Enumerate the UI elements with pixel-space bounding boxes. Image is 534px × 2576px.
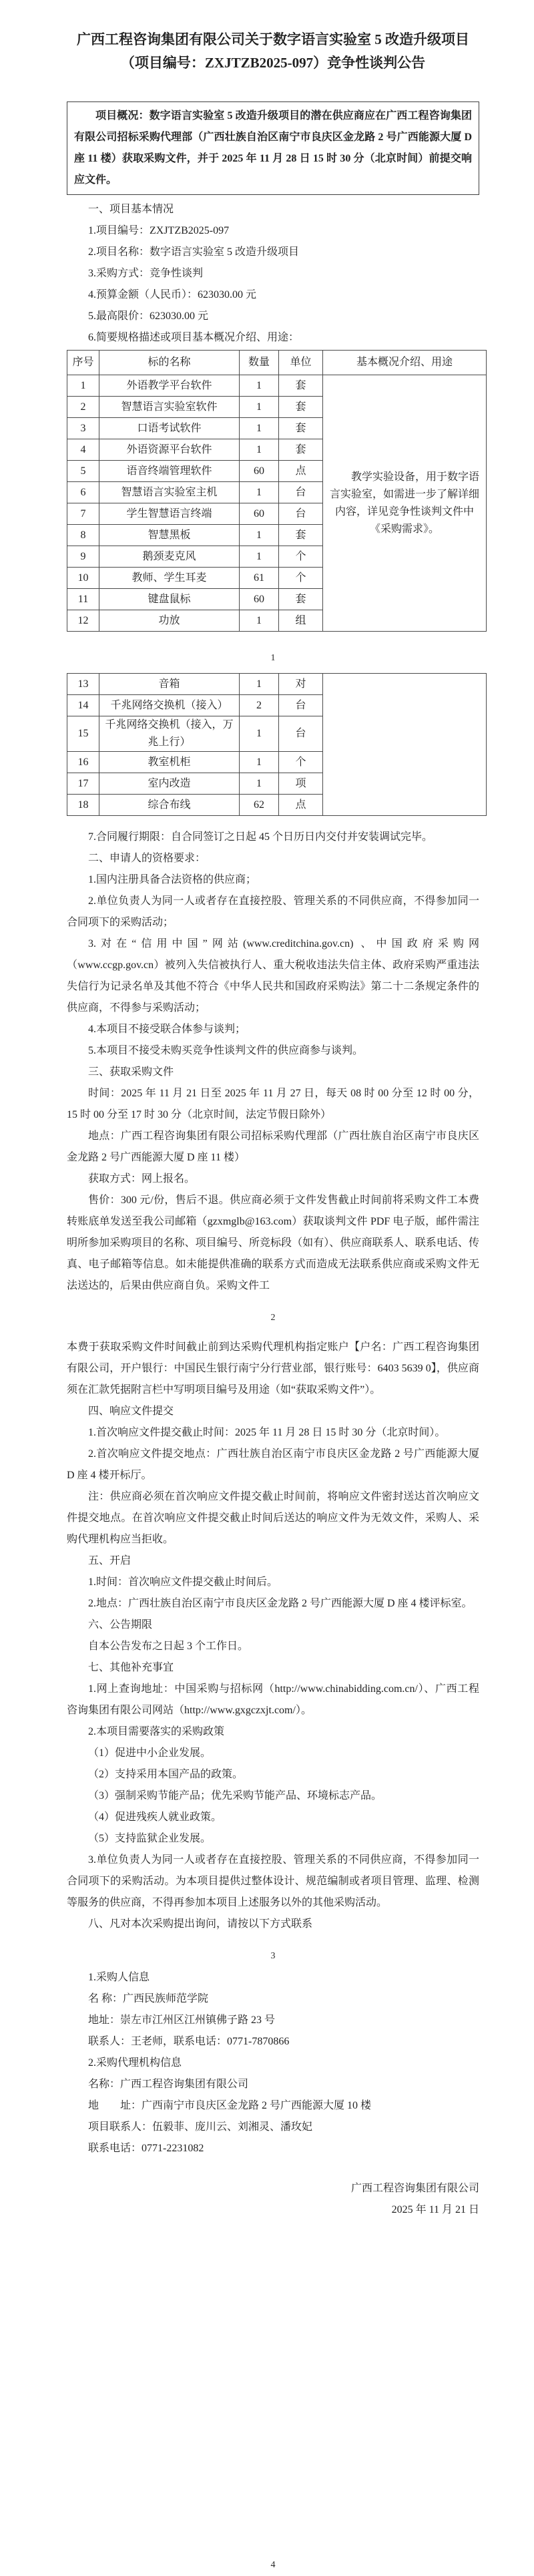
table-row: [67, 674, 487, 695]
procurement-method: 3.采购方式：竞争性谈判: [88, 268, 204, 279]
project-name: 2.项目名称：数字语言实验室 5 改造升级项目: [88, 246, 300, 258]
budget-amount: 4.预算金额（人民币）：623030.00 元: [88, 289, 257, 300]
cell-unit: 套: [279, 418, 323, 439]
doc-obtain-method: 获取方式：网上报名。: [88, 1173, 196, 1185]
goods-table-part2: [67, 673, 487, 816]
cell-name: 千兆网络交换机（接入）: [99, 695, 240, 716]
cell-unit: 套: [279, 589, 323, 610]
cell-no: 7: [67, 503, 99, 525]
cell-unit: 点: [279, 461, 323, 482]
cell-no: 9: [67, 546, 99, 568]
col-header-qty: 数量: [240, 351, 279, 375]
cell-qty: 1: [240, 439, 279, 461]
agency-info-heading: 2.采购代理机构信息: [88, 2057, 182, 2069]
policy-3: （3）强制采购节能产品；优先采购节能产品、环境标志产品。: [88, 1790, 382, 1801]
cell-qty: 1: [240, 773, 279, 795]
col-header-no: 序号: [67, 351, 99, 375]
query-websites: 1.网上查询地址：中国采购与招标网（http://www.chinabidding.com.cn/）、广西工程咨询集团有限公司网站（http://www.gxgczxjt.com/）。: [67, 1683, 479, 1716]
cell-no: 2: [67, 397, 99, 418]
cell-no: 15: [67, 716, 99, 752]
cell-no: 16: [67, 752, 99, 773]
cell-no: 3: [67, 418, 99, 439]
cell-name: 学生智慧语言终端: [99, 503, 240, 525]
cell-qty: 1: [240, 752, 279, 773]
section-8-heading: 八、凡对本次采购提出询问，请按以下方式联系: [88, 1918, 313, 1930]
doc-price: 售价：300 元/份，售后不退。供应商必须于文件发售截止时间前将采购文件工本费转账底单发送至我公司邮箱（gzxmglb@163.com）获取谈判文件 PDF 电子版，邮件需注明所参加采购项目的名称、项目编号、所竞标段（如有）、供应商联系人、联系电话、传真、电子邮箱等信息。如未能提供准确的联系方式而造成无法联系供应商或采购文件无法送达的，后果由供应商自负。采购文件工: [67, 1195, 479, 1291]
cell-name: 音箱: [99, 674, 240, 695]
cell-no: 18: [67, 795, 99, 816]
policy-4: （4）促进残疾人就业政策。: [88, 1811, 222, 1823]
cell-no: 11: [67, 589, 99, 610]
cell-unit: 项: [279, 773, 323, 795]
qualification-5: 5.本项目不接受未购买竞争性谈判文件的供应商参与谈判。: [88, 1045, 364, 1056]
cell-qty: 1: [240, 610, 279, 632]
buyer-contact: 联系人：王老师，联系电话：0771-7870866: [88, 2036, 290, 2047]
table-header-row: [67, 351, 487, 375]
cell-no: 14: [67, 695, 99, 716]
agency-contacts: 项目联系人：伍毅菲、庞川云、刘湘灵、潘玫妃: [88, 2121, 313, 2133]
cell-unit: 套: [279, 439, 323, 461]
agency-name: 名称：广西工程咨询集团有限公司: [88, 2079, 249, 2090]
cell-qty: 1: [240, 674, 279, 695]
qualification-4: 4.本项目不接受联合体参与谈判；: [88, 1024, 246, 1035]
cell-name: 智慧黑板: [99, 525, 240, 546]
cell-name: 口语考试软件: [99, 418, 240, 439]
section-4-heading: 四、响应文件提交: [88, 1406, 174, 1417]
cell-name: 语音终端管理软件: [99, 461, 240, 482]
cell-no: 4: [67, 439, 99, 461]
policy-5: （5）支持监狱企业发展。: [88, 1833, 212, 1844]
project-number: 1.项目编号：ZXJTZB2025-097: [88, 225, 230, 236]
title-line-2: （项目编号：ZXJTZB2025-097）竞争性谈判公告: [120, 55, 426, 71]
cell-unit: 台: [279, 482, 323, 503]
cell-qty: 60: [240, 461, 279, 482]
title-line-1: 广西工程咨询集团有限公司关于数字语言实验室 5 改造升级项目: [77, 31, 469, 47]
cell-unit: 个: [279, 546, 323, 568]
cell-name: 功放: [99, 610, 240, 632]
section-2-heading: 二、申请人的资格要求：: [88, 853, 206, 864]
cell-qty: 61: [240, 568, 279, 589]
cell-no: 10: [67, 568, 99, 589]
cell-unit: 套: [279, 375, 323, 397]
cell-name: 千兆网络交换机（接入，万兆上行）: [99, 716, 240, 752]
contract-term: 7.合同履行期限：自合同签订之日起 45 个日历日内交付并安装调试完毕。: [88, 831, 433, 843]
buyer-info-heading: 1.采购人信息: [88, 1972, 150, 1983]
cell-unit: 点: [279, 795, 323, 816]
table-desc-cell: 教学实验设备，用于数字语言实验室，如需进一步了解详细内容，详见竞争性谈判文件中《采购需求》。: [323, 375, 487, 632]
cell-name: 室内改造: [99, 773, 240, 795]
submit-deadline: 1.首次响应文件提交截止时间：2025 年 11 月 28 日 15 时 30 分（北京时间）。: [88, 1427, 446, 1438]
cell-unit: 个: [279, 568, 323, 589]
cell-qty: 60: [240, 589, 279, 610]
cell-no: 17: [67, 773, 99, 795]
spec-intro: 6.简要规格描述或项目基本概况介绍、用途：: [88, 332, 300, 343]
doc-obtain-place: 地点：广西工程咨询集团有限公司招标采购代理部（广西壮族自治区南宁市良庆区金龙路 2 号广西能源大厦 D 座 11 楼）: [67, 1130, 479, 1163]
cell-unit: 台: [279, 695, 323, 716]
policy-1: （1）促进中小企业发展。: [88, 1747, 212, 1759]
cell-qty: 62: [240, 795, 279, 816]
section-5-heading: 五、开启: [88, 1555, 131, 1566]
buyer-name: 名 称：广西民族师范学院: [88, 1993, 209, 2004]
cell-name: 键盘鼠标: [99, 589, 240, 610]
agency-address: 地 址：广西南宁市良庆区金龙路 2 号广西能源大厦 10 楼: [88, 2100, 372, 2111]
cell-qty: 1: [240, 482, 279, 503]
open-time: 1.时间：首次响应文件提交截止时间后。: [88, 1576, 278, 1588]
cell-name: 智慧语言实验室主机: [99, 482, 240, 503]
cell-no: 8: [67, 525, 99, 546]
supplier-restriction: 3.单位负责人为同一人或者存在直接控股、管理关系的不同供应商，不得参加同一合同项下的采购活动。为本项目提供过整体设计、规范编制或者项目管理、监理、检测等服务的供应商，不得再参加本项目上述服务以外的其他采购活动。: [67, 1854, 479, 1908]
doc-obtain-time: 时间：2025 年 11 月 21 日至 2025 年 11 月 27 日，每天 08 时 00 分至 12 时 00 分，15 时 00 分至 17 时 30 分（北京时间，法定节假日除外）: [67, 1088, 479, 1120]
cell-unit: 对: [279, 674, 323, 695]
section-6-heading: 六、公告期限: [88, 1619, 153, 1631]
cell-qty: 2: [240, 695, 279, 716]
cell-no: 6: [67, 482, 99, 503]
page-number-2: 2: [270, 1313, 276, 1323]
cell-no: 12: [67, 610, 99, 632]
page-number-3: 3: [270, 1951, 276, 1961]
doc-fee-account: 本费于获取采购文件时间截止前到达采购代理机构指定账户【户名：广西工程咨询集团有限公司，开户银行：中国民生银行南宁分行营业部，银行账号：6403 5639 0】，供应商须在汇款凭据附言栏中写明项目编号及用途（如“获取采购文件”）。: [67, 1341, 479, 1396]
project-overview-text: 项目概况：数字语言实验室 5 改造升级项目的潜在供应商应在广西工程咨询集团有限公司招标采购代理部（广西壮族自治区南宁市良庆区金龙路 2 号广西能源大厦 D 座 11 楼）获取采购文件，并于 2025 年 11 月 28 日 15 时 30 分（北京时间）前提交响应文件。: [74, 110, 472, 186]
cell-name: 鹅颈麦克风: [99, 546, 240, 568]
cell-qty: 1: [240, 546, 279, 568]
cell-unit: 套: [279, 525, 323, 546]
section-7-heading: 七、其他补充事宜: [88, 1662, 174, 1673]
page-number-1: 1: [270, 653, 276, 663]
table-desc-cell-empty: [323, 674, 487, 816]
cell-name: 教师、学生耳麦: [99, 568, 240, 589]
document-title: [67, 28, 479, 75]
cell-name: 外语资源平台软件: [99, 439, 240, 461]
price-cap: 5.最高限价：623030.00 元: [88, 310, 209, 322]
col-header-name: 标的名称: [99, 351, 240, 375]
buyer-address: 地址：崇左市江州区江州镇佛子路 23 号: [88, 2014, 276, 2026]
cell-name: 智慧语言实验室软件: [99, 397, 240, 418]
signature-company: 广西工程咨询集团有限公司: [350, 2183, 479, 2194]
policy-2: （2）支持采用本国产品的政策。: [88, 1769, 244, 1780]
table-row: [67, 375, 487, 397]
submit-place: 2.首次响应文件提交地点：广西壮族自治区南宁市良庆区金龙路 2 号广西能源大厦 D 座 4 楼开标厅。: [67, 1448, 479, 1481]
open-place: 2.地点：广西壮族自治区南宁市良庆区金龙路 2 号广西能源大厦 D 座 4 楼评标室。: [88, 1598, 473, 1609]
project-overview-box: [67, 101, 479, 195]
cell-unit: 台: [279, 716, 323, 752]
cell-no: 1: [67, 375, 99, 397]
cell-unit: 个: [279, 752, 323, 773]
section-3-heading: 三、获取采购文件: [88, 1066, 174, 1078]
cell-qty: 1: [240, 375, 279, 397]
cell-name: 综合布线: [99, 795, 240, 816]
qualification-1: 1.国内注册具备合法资格的供应商；: [88, 874, 257, 885]
cell-unit: 台: [279, 503, 323, 525]
cell-unit: 套: [279, 397, 323, 418]
qualification-2: 2.单位负责人为同一人或者存在直接控股、管理关系的不同供应商，不得参加同一合同项下的采购活动；: [67, 895, 479, 928]
notice-period: 自本公告发布之日起 3 个工作日。: [88, 1641, 249, 1652]
cell-name: 教室机柜: [99, 752, 240, 773]
cell-unit: 组: [279, 610, 323, 632]
section-1-heading: 一、项目基本情况: [88, 204, 174, 215]
cell-qty: 1: [240, 418, 279, 439]
cell-qty: 1: [240, 397, 279, 418]
cell-no: 13: [67, 674, 99, 695]
agency-phone: 联系电话：0771-2231082: [88, 2143, 204, 2154]
goods-table-part1: [67, 350, 487, 632]
cell-name: 外语教学平台软件: [99, 375, 240, 397]
col-header-unit: 单位: [279, 351, 323, 375]
cell-qty: 1: [240, 525, 279, 546]
submit-note: 注：供应商必须在首次响应文件提交截止时间前，将响应文件密封送达首次响应文件提交地点。在首次响应文件提交截止时间后送达的响应文件为无效文件，采购人、采购代理机构应当拒收。: [67, 1491, 479, 1545]
cell-no: 5: [67, 461, 99, 482]
cell-qty: 1: [240, 716, 279, 752]
signature-date: 2025 年 11 月 21 日: [391, 2204, 479, 2215]
col-header-desc: 基本概况介绍、用途: [323, 351, 487, 375]
cell-qty: 60: [240, 503, 279, 525]
page-number-4: 4: [270, 2560, 276, 2570]
qualification-3: 3.对在“信用中国”网站(www.creditchina.gov.cn) 、中国政府采购网（www.ccgp.gov.cn）被列入失信被执行人、重大税收违法失信主体、政府采购严重违法失信行为记录名单及其他不符合《中华人民共和国政府采购法》第二十二条规定条件的供应商，不得参与采购活动；: [67, 938, 479, 1014]
policy-heading: 2.本项目需要落实的采购政策: [88, 1726, 225, 1737]
